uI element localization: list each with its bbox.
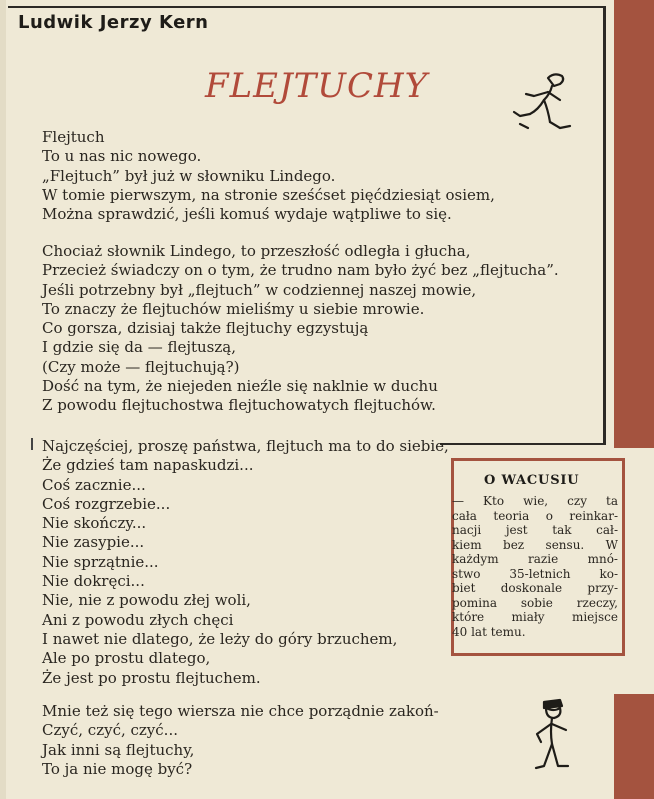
sidebar-line: — Kto wie, czy ta: [452, 494, 618, 508]
frame-line-right: [603, 6, 606, 444]
standing-man-icon: [520, 696, 582, 776]
margin-mark: [31, 438, 33, 450]
author-name: Ludwik Jerzy Kern: [18, 12, 209, 33]
poem-line: Chociaż słownik Lindego, to przeszłość odległa i głucha,: [42, 242, 471, 260]
poem-line: Dość na tym, że niejeden nieźle się naklnie w duchu: [42, 377, 438, 396]
poem-line: I gdzie się da — flejtuszą,: [42, 338, 236, 357]
poem-line: Najczęściej, proszę państwa, flejtuch ma to do siebie,: [42, 437, 449, 455]
stanza-3: [42, 437, 449, 688]
poem-line: Coś rozgrzebie...: [42, 494, 171, 513]
sidebar-line: pomina sobie rzeczy,: [452, 595, 618, 610]
poem-line: Przecież świadczy on o tym, że trudno nam było żyć bez „flejtucha”.: [42, 261, 559, 280]
stanza-1: [42, 128, 495, 224]
poem-line: To ja nie mogę być?: [42, 759, 193, 778]
sidebar-line: każdym razie mnó-: [452, 552, 618, 566]
sidebar-title: O WACUSIU: [484, 473, 580, 488]
poem-line: (Czy może — flejtuchują?): [42, 357, 240, 376]
sidebar-line: biet doskonale przy-: [452, 581, 618, 595]
sidebar-line: kiem bez sensu. W: [452, 537, 618, 552]
poem-line: Z powodu flejtuchostwa flejtuchowatych flejtuchów.: [42, 396, 436, 415]
poem-line: Flejtuch: [42, 128, 105, 146]
poem-line: Jeśli potrzebny był „flejtuch” w codziennej naszej mowie,: [42, 280, 477, 299]
poem-line: I nawet nie dlatego, że leży do góry brzuchem,: [42, 629, 398, 648]
poem-line: To znaczy że flejtuchów mieliśmy u siebie mrowie.: [42, 299, 425, 318]
poem-line: Nie dokręci...: [42, 572, 145, 591]
poem-line: Nie sprzątnie...: [42, 552, 159, 571]
walking-man-icon: [508, 70, 580, 142]
poem-line: Ale po prostu dlatego,: [42, 649, 211, 668]
poem-line: „Flejtuch” był już w słowniku Lindego.: [42, 166, 336, 185]
sidebar-line: które miały miejsce: [452, 610, 618, 624]
sidebar-text: [452, 494, 618, 639]
accent-bar-top: [614, 0, 654, 448]
poem-line: Ani z powodu złych chęci: [42, 610, 234, 629]
sidebar-line: nacji jest tak cał-: [452, 523, 618, 537]
poem-line: Nie skończy...: [42, 514, 147, 533]
sidebar-line: stwo 35-letnich ko-: [452, 566, 618, 581]
stanza-4: [42, 702, 439, 779]
poem-line: To u nas nic nowego.: [42, 147, 202, 166]
poem-line: Że gdzieś tam napaskudzi...: [42, 456, 254, 475]
poem-line: Czyć, czyć, czyć...: [42, 721, 178, 740]
sidebar-line: cała teoria o reinkar-: [452, 508, 618, 523]
accent-bar-bottom: [614, 694, 654, 799]
stanza-2: [42, 242, 559, 416]
poem-line: Jak inni są flejtuchy,: [42, 740, 195, 759]
poem-line: Co gorsza, dzisiaj także flejtuchy egzystują: [42, 319, 369, 338]
poem-line: Coś zacznie...: [42, 475, 146, 494]
poem-line: W tomie pierwszym, na stronie sześćset pięćdziesiąt osiem,: [42, 185, 495, 204]
sidebar-line: 40 lat temu.: [452, 624, 526, 639]
poem-title: FLEJTUCHY: [205, 66, 429, 106]
frame-line-top: [8, 6, 606, 8]
page-gutter: [0, 0, 6, 799]
poem-line: Że jest po prostu flejtuchem.: [42, 668, 261, 687]
poem-line: Nie, nie z powodu złej woli,: [42, 591, 251, 610]
frame-line-bottom: [440, 443, 606, 445]
poem-line: Mnie też się tego wiersza nie chce porządnie zakoń-: [42, 702, 439, 720]
poem-line: Nie zasypie...: [42, 533, 145, 552]
poem-line: Można sprawdzić, jeśli komuś wydaje wątpliwe to się.: [42, 205, 452, 224]
